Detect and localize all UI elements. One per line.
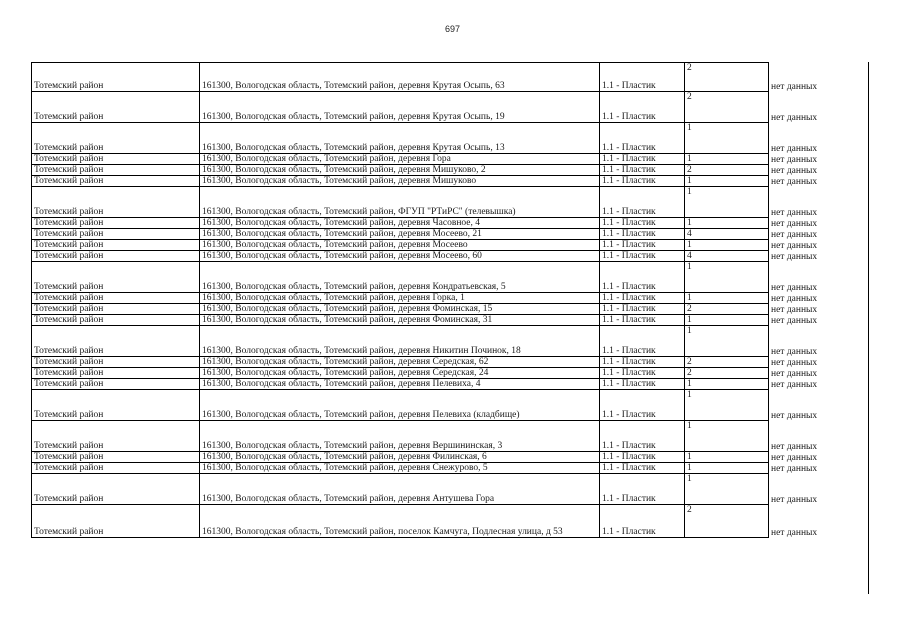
table-row	[32, 304, 831, 315]
address-cell: 161300, Вологодская область, Тотемский район, деревня Мосеево, 60	[200, 251, 600, 262]
count-cell: 2	[685, 304, 769, 315]
status-cell: нет данных	[771, 240, 818, 251]
material-cell: 1.1 - Пластик	[600, 368, 685, 379]
table-row	[32, 240, 831, 251]
address-cell: 161300, Вологодская область, Тотемский район, деревня Кондратьевская, 5	[200, 262, 600, 293]
table-row	[32, 123, 831, 154]
table-row	[32, 63, 831, 92]
material-cell: 1.1 - Пластик	[600, 315, 685, 326]
table-row	[32, 379, 831, 390]
status-cell: нет данных	[771, 293, 818, 304]
count-cell: 1	[685, 463, 769, 474]
status-cell: нет данных	[771, 143, 818, 154]
status-cell: нет данных	[771, 112, 818, 123]
table-row	[32, 293, 831, 304]
status-cell: нет данных	[771, 218, 818, 229]
table-row	[32, 262, 831, 293]
district-cell: Тотемский район	[32, 218, 200, 229]
material-cell: 1.1 - Пластик	[600, 357, 685, 368]
status-cell: нет данных	[771, 379, 818, 390]
address-cell: 161300, Вологодская область, Тотемский район, деревня Вершининская, 3	[200, 421, 600, 452]
district-cell: Тотемский район	[32, 165, 200, 176]
count-cell: 2	[685, 63, 769, 92]
count-cell: 2	[685, 92, 769, 123]
district-cell: Тотемский район	[32, 251, 200, 262]
count-cell: 2	[685, 165, 769, 176]
status-cell: нет данных	[771, 176, 818, 187]
district-cell: Тотемский район	[32, 123, 200, 154]
table-row	[32, 452, 831, 463]
count-cell: 4	[685, 229, 769, 240]
count-cell: 4	[685, 251, 769, 262]
address-cell: 161300, Вологодская область, Тотемский район, деревня Мишуково	[200, 176, 600, 187]
address-cell: 161300, Вологодская область, Тотемский район, деревня Крутая Осыпь, 19	[200, 92, 600, 123]
table-row	[32, 154, 831, 165]
district-cell: Тотемский район	[32, 326, 200, 357]
material-cell: 1.1 - Пластик	[600, 326, 685, 357]
table-row	[32, 251, 831, 262]
address-cell: 161300, Вологодская область, Тотемский район, деревня Антушева Гора	[200, 474, 600, 505]
district-cell: Тотемский район	[32, 262, 200, 293]
status-cell: нет данных	[771, 410, 818, 421]
count-cell: 1	[685, 474, 769, 505]
address-cell: 161300, Вологодская область, Тотемский район, деревня Никитин Починок, 18	[200, 326, 600, 357]
address-cell: 161300, Вологодская область, Тотемский район, деревня Филинская, 6	[200, 452, 600, 463]
count-cell: 1	[685, 379, 769, 390]
district-cell: Тотемский район	[32, 505, 200, 538]
material-cell: 1.1 - Пластик	[600, 262, 685, 293]
district-cell: Тотемский район	[32, 368, 200, 379]
count-cell: 1	[685, 262, 769, 293]
table-row	[32, 165, 831, 176]
material-cell: 1.1 - Пластик	[600, 63, 685, 92]
district-cell: Тотемский район	[32, 463, 200, 474]
material-cell: 1.1 - Пластик	[600, 154, 685, 165]
district-cell: Тотемский район	[32, 315, 200, 326]
table-row	[32, 92, 831, 123]
material-cell: 1.1 - Пластик	[600, 229, 685, 240]
address-cell: 161300, Вологодская область, Тотемский район, деревня Гора	[200, 154, 600, 165]
table-row	[32, 229, 831, 240]
count-cell: 1	[685, 326, 769, 357]
status-cell: нет данных	[771, 81, 818, 92]
page-number: 697	[444, 24, 461, 34]
count-cell: 1	[685, 176, 769, 187]
address-cell: 161300, Вологодская область, Тотемский район, деревня Пелевиха (кладбище)	[200, 390, 600, 421]
table-row	[32, 463, 831, 474]
material-cell: 1.1 - Пластик	[600, 293, 685, 304]
table-row	[32, 474, 831, 505]
material-cell: 1.1 - Пластик	[600, 505, 685, 538]
material-cell: 1.1 - Пластик	[600, 218, 685, 229]
count-cell: 2	[685, 368, 769, 379]
count-cell: 2	[685, 505, 769, 538]
address-cell: 161300, Вологодская область, Тотемский район, деревня Горка, 1	[200, 293, 600, 304]
table-row	[32, 505, 831, 538]
district-cell: Тотемский район	[32, 452, 200, 463]
address-cell: 161300, Вологодская область, Тотемский район, деревня Середская, 24	[200, 368, 600, 379]
district-cell: Тотемский район	[32, 92, 200, 123]
district-cell: Тотемский район	[32, 63, 200, 92]
table-row	[32, 390, 831, 421]
address-cell: 161300, Вологодская область, Тотемский район, деревня Крутая Осыпь, 13	[200, 123, 600, 154]
count-cell: 1	[685, 293, 769, 304]
count-cell: 1	[685, 421, 769, 452]
material-cell: 1.1 - Пластик	[600, 474, 685, 505]
district-cell: Тотемский район	[32, 293, 200, 304]
district-cell: Тотемский район	[32, 474, 200, 505]
container-sites-table	[31, 62, 831, 538]
status-cell: нет данных	[771, 304, 818, 315]
district-cell: Тотемский район	[32, 240, 200, 251]
material-cell: 1.1 - Пластик	[600, 452, 685, 463]
material-cell: 1.1 - Пластик	[600, 304, 685, 315]
material-cell: 1.1 - Пластик	[600, 463, 685, 474]
material-cell: 1.1 - Пластик	[600, 92, 685, 123]
page-margin-line	[868, 62, 869, 594]
address-cell: 161300, Вологодская область, Тотемский район, деревня Пелевиха, 4	[200, 379, 600, 390]
material-cell: 1.1 - Пластик	[600, 165, 685, 176]
material-cell: 1.1 - Пластик	[600, 176, 685, 187]
table-row	[32, 357, 831, 368]
status-cell: нет данных	[771, 315, 818, 326]
status-cell: нет данных	[771, 463, 818, 474]
count-cell: 1	[685, 390, 769, 421]
table-row	[32, 187, 831, 218]
district-cell: Тотемский район	[32, 187, 200, 218]
status-cell: нет данных	[771, 368, 818, 379]
district-cell: Тотемский район	[32, 421, 200, 452]
address-cell: 161300, Вологодская область, Тотемский район, деревня Середская, 62	[200, 357, 600, 368]
district-cell: Тотемский район	[32, 154, 200, 165]
table-row	[32, 368, 831, 379]
count-cell: 1	[685, 218, 769, 229]
status-cell: нет данных	[771, 346, 818, 357]
count-cell: 1	[685, 240, 769, 251]
status-cell: нет данных	[771, 441, 818, 452]
material-cell: 1.1 - Пластик	[600, 251, 685, 262]
count-cell: 1	[685, 154, 769, 165]
count-cell: 2	[685, 357, 769, 368]
material-cell: 1.1 - Пластик	[600, 187, 685, 218]
status-cell: нет данных	[771, 229, 818, 240]
material-cell: 1.1 - Пластик	[600, 421, 685, 452]
address-cell: 161300, Вологодская область, Тотемский район, деревня Мишуково, 2	[200, 165, 600, 176]
count-cell: 1	[685, 315, 769, 326]
district-cell: Тотемский район	[32, 357, 200, 368]
district-cell: Тотемский район	[32, 229, 200, 240]
status-cell: нет данных	[771, 494, 818, 505]
district-cell: Тотемский район	[32, 379, 200, 390]
count-cell: 1	[685, 452, 769, 463]
status-cell: нет данных	[771, 251, 818, 262]
district-cell: Тотемский район	[32, 304, 200, 315]
address-cell: 161300, Вологодская область, Тотемский район, деревня Часовное, 4	[200, 218, 600, 229]
status-cell: нет данных	[771, 452, 818, 463]
count-cell: 1	[685, 123, 769, 154]
address-cell: 161300, Вологодская область, Тотемский район, ФГУП "РТиРС" (телевышка)	[200, 187, 600, 218]
address-cell: 161300, Вологодская область, Тотемский район, деревня Фоминская, 31	[200, 315, 600, 326]
district-cell: Тотемский район	[32, 176, 200, 187]
table-row	[32, 176, 831, 187]
status-cell: нет данных	[771, 527, 818, 538]
address-cell: 161300, Вологодская область, Тотемский район, деревня Фоминская, 15	[200, 304, 600, 315]
address-cell: 161300, Вологодская область, Тотемский район, деревня Крутая Осыпь, 63	[200, 63, 600, 92]
status-cell: нет данных	[771, 154, 818, 165]
table-row	[32, 421, 831, 452]
district-cell: Тотемский район	[32, 390, 200, 421]
table-row	[32, 218, 831, 229]
table-row	[32, 315, 831, 326]
address-cell: 161300, Вологодская область, Тотемский район, деревня Мосеево	[200, 240, 600, 251]
status-cell: нет данных	[771, 165, 818, 176]
address-cell: 161300, Вологодская область, Тотемский район, деревня Мосеево, 21	[200, 229, 600, 240]
material-cell: 1.1 - Пластик	[600, 240, 685, 251]
material-cell: 1.1 - Пластик	[600, 379, 685, 390]
address-cell: 161300, Вологодская область, Тотемский район, деревня Снежурово, 5	[200, 463, 600, 474]
status-cell: нет данных	[771, 357, 818, 368]
material-cell: 1.1 - Пластик	[600, 390, 685, 421]
table-row	[32, 326, 831, 357]
count-cell: 1	[685, 187, 769, 218]
status-cell: нет данных	[771, 282, 818, 293]
status-cell: нет данных	[771, 207, 818, 218]
material-cell: 1.1 - Пластик	[600, 123, 685, 154]
address-cell: 161300, Вологодская область, Тотемский район, поселок Камчуга, Подлесная улица, д 53	[200, 505, 600, 538]
